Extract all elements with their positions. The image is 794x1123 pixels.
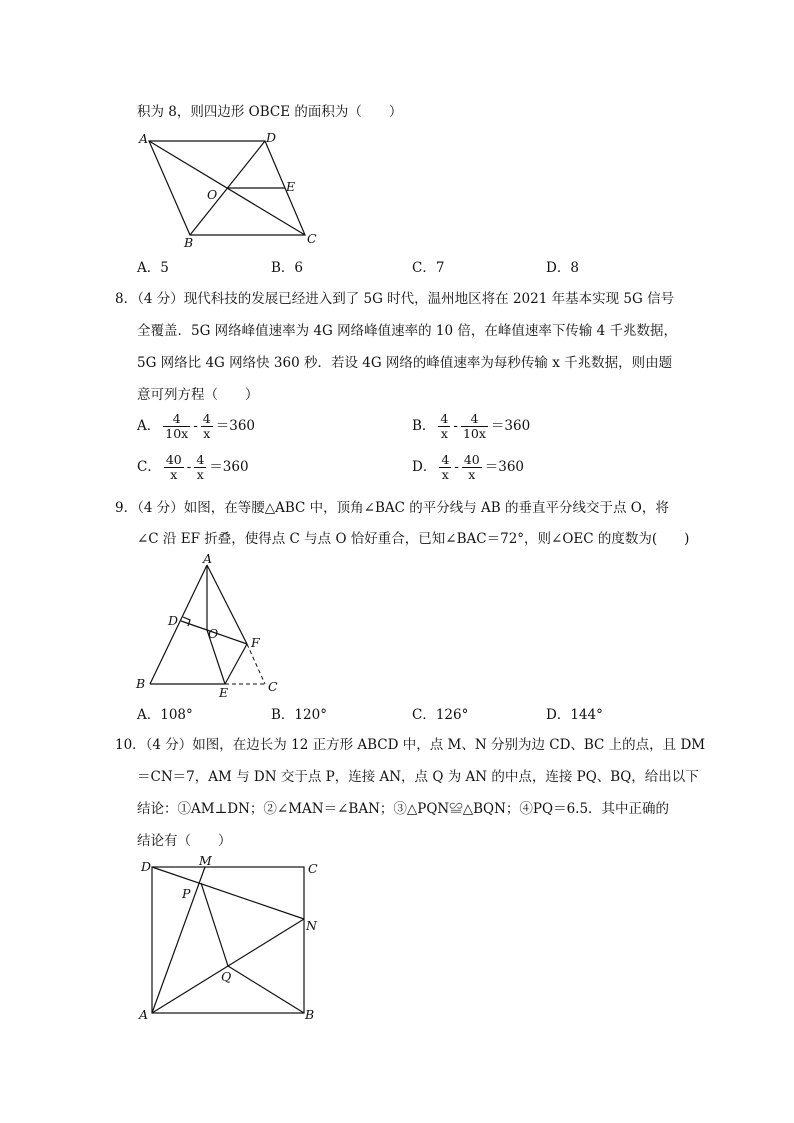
q7-label-a: A xyxy=(139,131,149,146)
q9-line-1: 9．（4 分）如图，在等腰△ABC 中，顶角∠BAC 的平分线与 AB 的垂直平分线交于点 O，将 xyxy=(115,500,669,516)
q10-label-b: B xyxy=(305,1007,315,1022)
q7-option-c: C．7 xyxy=(412,260,445,276)
q7-label-e: E xyxy=(286,179,296,194)
q7-label-d: D xyxy=(266,130,277,145)
q7-label-c: C xyxy=(307,231,317,246)
q10-line-1: 10．（4 分）如图，在边长为 12 正方形 ABCD 中，点 M、N 分别为边 CD、BC 上的点，且 DM xyxy=(115,737,706,753)
q8-line-3: 5G 网络比 4G 网络快 360 秒．若设 4G 网络的峰值速率为每秒传输 x 千兆数据，则由题 xyxy=(137,355,673,371)
q8-line-1: 8．（4 分）现代科技的发展已经进入到了 5G 时代，温州地区将在 2021 年基本实现 5G 信号 xyxy=(115,291,675,307)
q9-label-f: F xyxy=(251,635,260,650)
q8-option-d: D． $\frac{4}{x}$ - $\frac{40}{x}$ ＝360 xyxy=(412,452,525,482)
q8-option-b: B． $\frac{4}{x}$ - $\frac{4}{10x}$ ＝360 xyxy=(412,411,531,441)
q7-figure xyxy=(135,125,335,255)
q7-label-b: B xyxy=(184,235,194,250)
q10-label-a: A xyxy=(139,1007,149,1022)
q9-option-a: A．108° xyxy=(137,707,193,723)
q9-option-d: D．144° xyxy=(546,707,603,723)
q9-label-e: E xyxy=(219,685,229,700)
q7-option-a: A．5 xyxy=(137,260,169,276)
q9-label-b: B xyxy=(136,676,146,691)
q9-label-c: C xyxy=(268,679,278,694)
q10-label-d: D xyxy=(141,859,152,874)
q10-label-p: P xyxy=(182,886,191,901)
q9-line-2: ∠C 沿 EF 折叠，使得点 C 与点 O 恰好重合，已知∠BAC＝72°，则∠OEC 的度数为( ) xyxy=(137,531,690,547)
q10-line-4: 结论有（ ） xyxy=(137,833,232,849)
q7-stem-tail: 积为 8，则四边形 OBCE 的面积为（ ） xyxy=(137,104,403,120)
q10-label-m: M xyxy=(199,853,212,868)
q8-line-2: 全覆盖．5G 网络峰值速率为 4G 网络峰值速率的 10 倍，在峰值速率下传输 4 千兆数据， xyxy=(137,323,678,339)
q9-label-a: A xyxy=(203,551,213,566)
q10-label-n: N xyxy=(306,918,317,933)
q7-option-d: D．8 xyxy=(546,260,579,276)
q8-option-a: A． $\frac{4}{10x}$ - $\frac{4}{x}$ ＝360 xyxy=(137,411,256,441)
q9-figure xyxy=(130,550,290,700)
q10-label-c: C xyxy=(308,861,318,876)
q7-label-o: O xyxy=(207,187,218,202)
q10-line-2: ＝CN＝7，AM 与 DN 交于点 P，连接 AN，点 Q 为 AN 的中点，连接 PQ、BQ，给出以下 xyxy=(137,769,699,785)
q9-option-b: B．120° xyxy=(271,707,327,723)
q10-label-q: Q xyxy=(221,969,232,984)
q7-option-b: B．6 xyxy=(271,260,304,276)
q8-line-4: 意可列方程（ ） xyxy=(137,387,259,403)
q10-line-3: 结论：①AM⊥DN；②∠MAN＝∠BAN；③△PQN≌△BQN；④PQ＝6.5．其中正确的 xyxy=(137,801,670,817)
q9-label-d: D xyxy=(168,613,179,628)
q9-label-o: O xyxy=(208,626,219,641)
q9-option-c: C．126° xyxy=(412,707,469,723)
q10-figure xyxy=(133,850,333,1030)
q8-option-c: C． $\frac{40}{x}$ - $\frac{4}{x}$ ＝360 xyxy=(137,452,249,482)
